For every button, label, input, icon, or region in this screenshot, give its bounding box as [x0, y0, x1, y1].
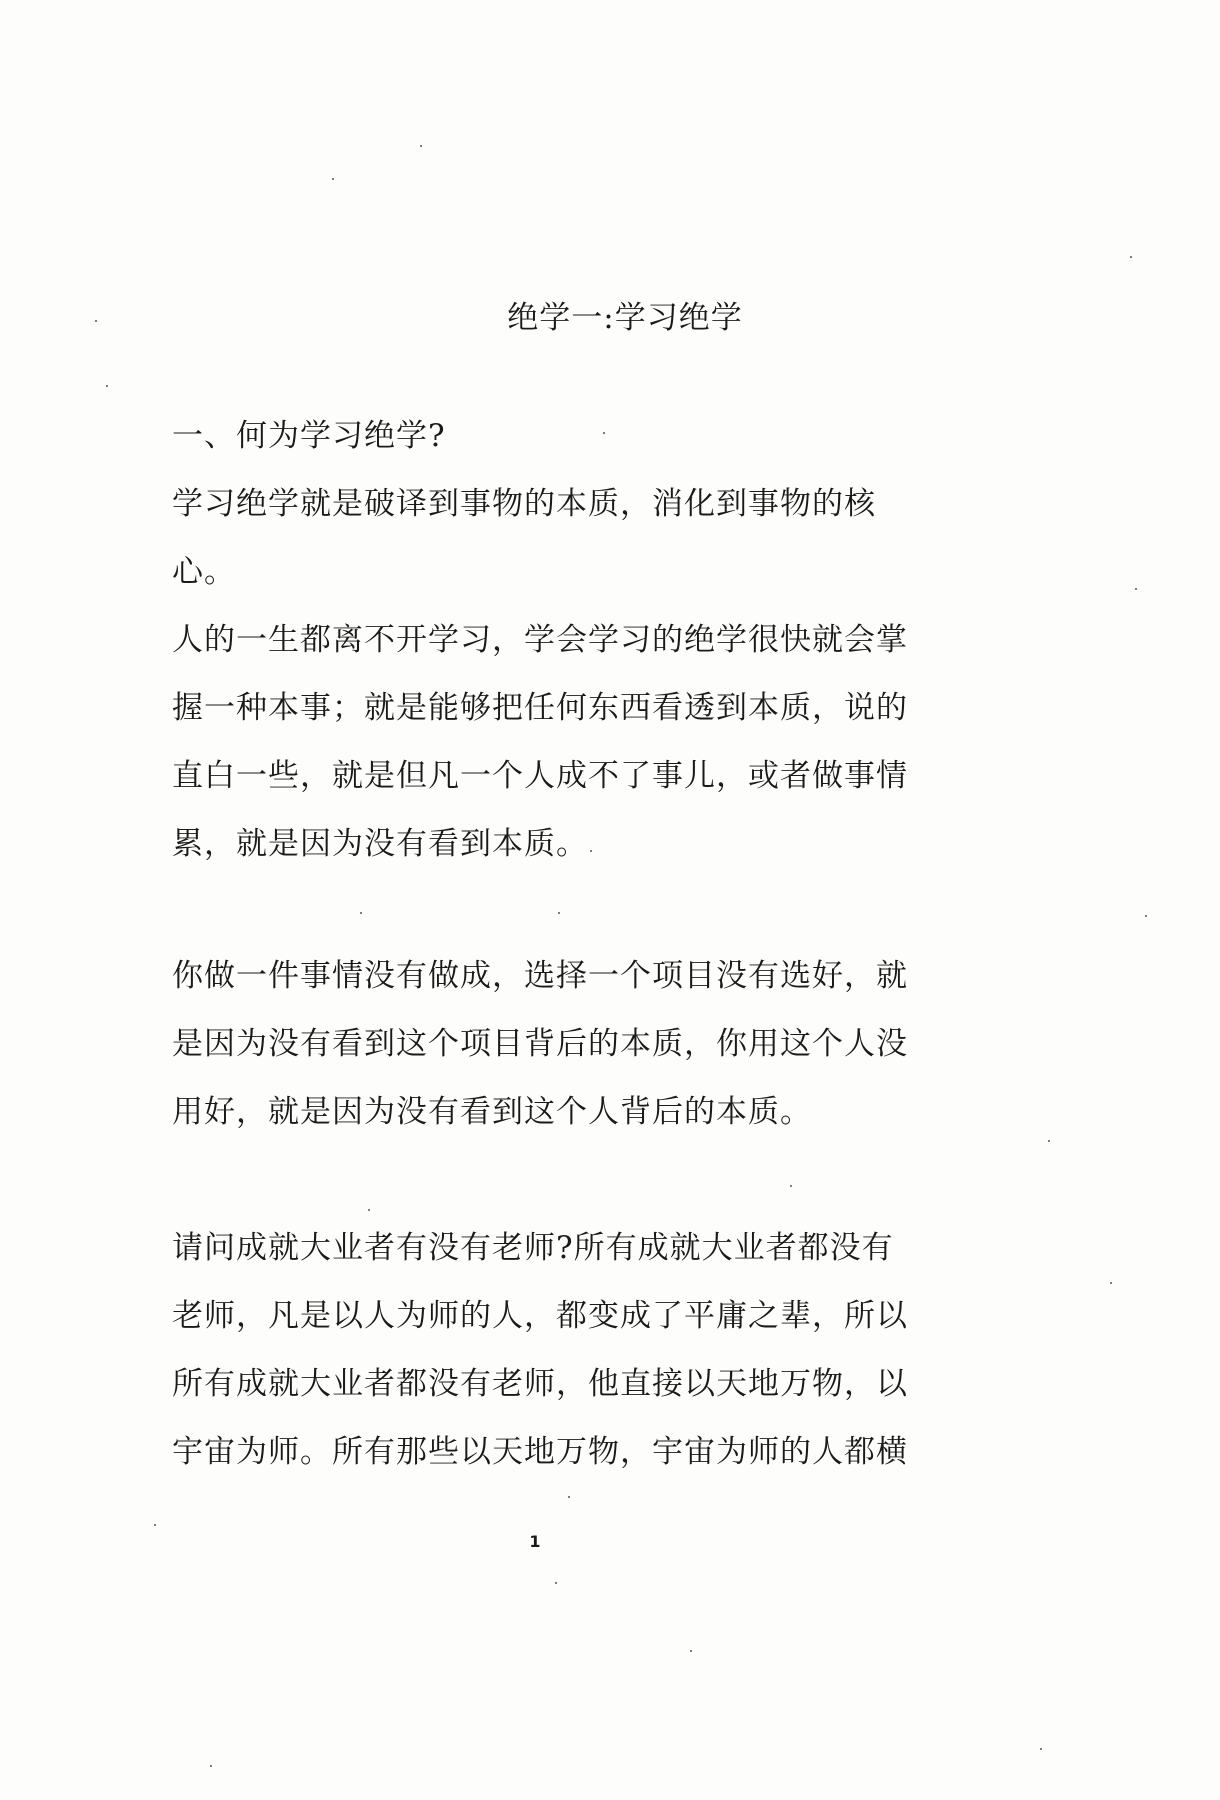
- text-line: 握一种本事；就是能够把任何东西看透到本质，说的: [172, 690, 908, 726]
- scan-speck: [603, 432, 605, 434]
- scan-speck: [1135, 588, 1137, 590]
- text-line: 所有成就大业者都没有老师，他直接以天地万物，以: [172, 1366, 908, 1402]
- scan-speck: [1048, 1140, 1050, 1142]
- text-line: 是因为没有看到这个项目背后的本质，你用这个人没: [172, 1026, 908, 1062]
- text-line: 请问成就大业者有没有老师?所有成就大业者都没有: [172, 1230, 894, 1266]
- scan-speck: [1110, 1282, 1112, 1284]
- text-line: 用好，就是因为没有看到这个人背后的本质。: [172, 1094, 812, 1130]
- paragraph-block-3: [172, 1214, 908, 1486]
- paragraph-block-2: [172, 942, 908, 1146]
- scan-speck: [368, 1209, 370, 1211]
- scan-speck: [690, 1650, 692, 1652]
- text-line: 老师，凡是以人为师的人，都变成了平庸之辈，所以: [172, 1298, 908, 1334]
- scan-speck: [360, 912, 362, 914]
- scan-speck: [106, 385, 108, 387]
- scan-speck: [1130, 256, 1132, 258]
- scan-speck: [1040, 1748, 1042, 1750]
- scan-speck: [568, 1496, 570, 1498]
- scan-speck: [420, 145, 422, 147]
- scan-speck: [210, 1765, 212, 1767]
- text-line: 宇宙为师。所有那些以天地万物，宇宙为师的人都横: [172, 1434, 908, 1470]
- text-line: 直白一些，就是但凡一个人成不了事儿，或者做事情: [172, 758, 908, 794]
- scan-speck: [154, 1524, 156, 1526]
- scan-speck: [1145, 915, 1147, 917]
- text-line: 心。: [172, 554, 236, 590]
- scan-speck: [558, 912, 560, 914]
- scan-speck: [332, 178, 334, 180]
- document-title: 绝学一:学习绝学: [507, 300, 743, 336]
- heading-line: 一、何为学习绝学?: [172, 418, 446, 454]
- scan-speck: [790, 1185, 792, 1187]
- scan-speck: [590, 850, 592, 852]
- text-line: 学习绝学就是破译到事物的本质，消化到事物的核: [172, 486, 876, 522]
- paragraph-block-1: [172, 402, 908, 878]
- scan-speck: [555, 1582, 557, 1584]
- page-number: 1: [529, 1532, 541, 1551]
- text-line: 人的一生都离不开学习，学会学习的绝学很快就会掌: [172, 622, 908, 658]
- scan-speck: [95, 320, 97, 322]
- text-line: 你做一件事情没有做成，选择一个项目没有选好，就: [172, 958, 908, 994]
- text-line: 累，就是因为没有看到本质。: [172, 826, 588, 862]
